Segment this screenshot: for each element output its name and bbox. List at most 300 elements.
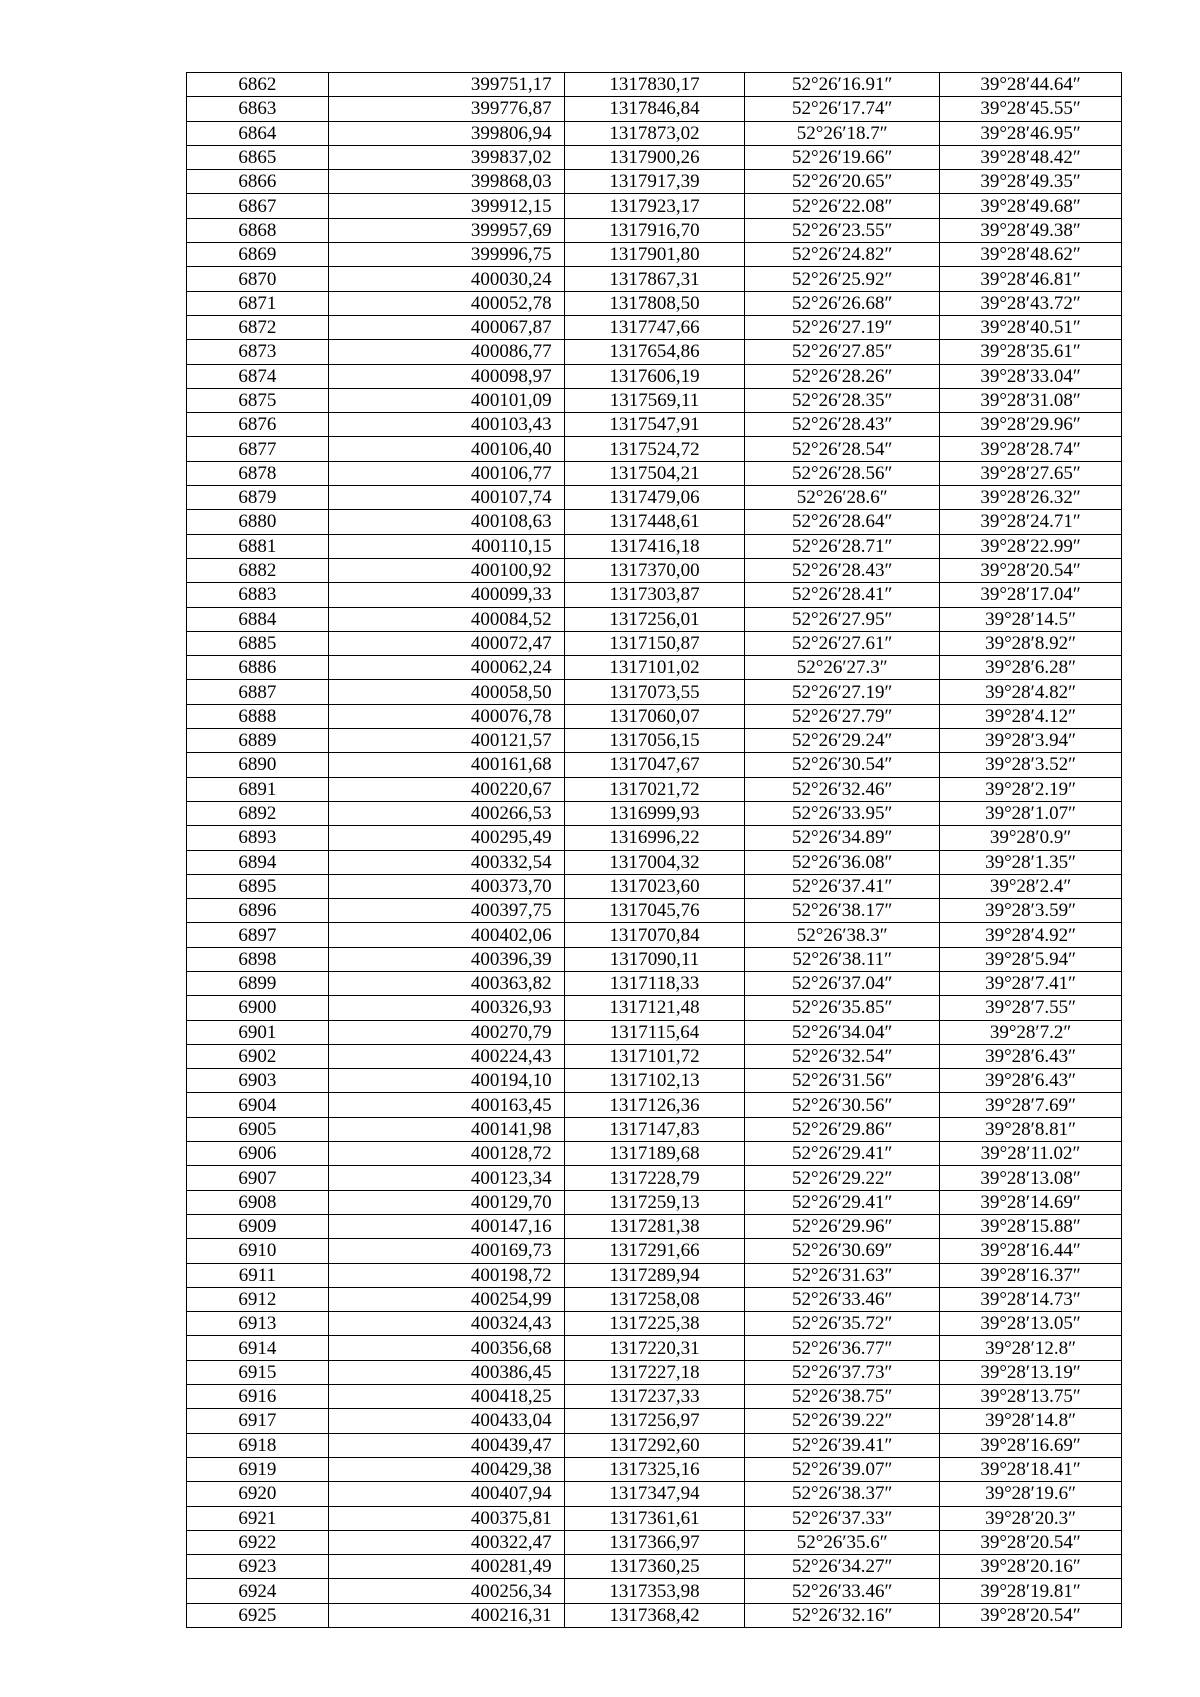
y-coordinate-cell: 1317228,79 — [564, 1166, 745, 1190]
longitude-cell: 39°28′4.82″ — [940, 680, 1122, 704]
y-coordinate-cell: 1317917,39 — [564, 170, 745, 194]
x-coordinate-cell: 400129,70 — [328, 1190, 564, 1214]
longitude-cell: 39°28′13.75″ — [940, 1385, 1122, 1409]
longitude-cell: 39°28′24.71″ — [940, 510, 1122, 534]
longitude-cell: 39°28′40.51″ — [940, 315, 1122, 339]
latitude-cell: 52°26′38.37″ — [745, 1482, 940, 1506]
table-row — [187, 583, 1122, 607]
point-number-cell: 6864 — [187, 121, 329, 145]
table-row — [187, 340, 1122, 364]
x-coordinate-cell: 400123,34 — [328, 1166, 564, 1190]
x-coordinate-cell: 400169,73 — [328, 1239, 564, 1263]
latitude-cell: 52°26′28.35″ — [745, 388, 940, 412]
x-coordinate-cell: 400407,94 — [328, 1482, 564, 1506]
table-row — [187, 1117, 1122, 1141]
x-coordinate-cell: 400363,82 — [328, 971, 564, 995]
y-coordinate-cell: 1317479,06 — [564, 486, 745, 510]
table-row — [187, 971, 1122, 995]
coordinates-table — [186, 72, 1122, 1628]
y-coordinate-cell: 1317347,94 — [564, 1482, 745, 1506]
point-number-cell: 6925 — [187, 1603, 329, 1627]
y-coordinate-cell: 1317448,61 — [564, 510, 745, 534]
table-row — [187, 1603, 1122, 1627]
longitude-cell: 39°28′14.73″ — [940, 1287, 1122, 1311]
x-coordinate-cell: 400147,16 — [328, 1214, 564, 1238]
latitude-cell: 52°26′28.41″ — [745, 583, 940, 607]
point-number-cell: 6888 — [187, 704, 329, 728]
table-row — [187, 777, 1122, 801]
point-number-cell: 6911 — [187, 1263, 329, 1287]
longitude-cell: 39°28′7.55″ — [940, 996, 1122, 1020]
point-number-cell: 6915 — [187, 1360, 329, 1384]
point-number-cell: 6909 — [187, 1214, 329, 1238]
point-number-cell: 6905 — [187, 1117, 329, 1141]
x-coordinate-cell: 400397,75 — [328, 899, 564, 923]
latitude-cell: 52°26′28.56″ — [745, 461, 940, 485]
latitude-cell: 52°26′27.3″ — [745, 656, 940, 680]
table-row — [187, 486, 1122, 510]
latitude-cell: 52°26′36.77″ — [745, 1336, 940, 1360]
y-coordinate-cell: 1317045,76 — [564, 899, 745, 923]
latitude-cell: 52°26′39.41″ — [745, 1433, 940, 1457]
longitude-cell: 39°28′7.2″ — [940, 1020, 1122, 1044]
point-number-cell: 6900 — [187, 996, 329, 1020]
table-row — [187, 315, 1122, 339]
table-row — [187, 1069, 1122, 1093]
latitude-cell: 52°26′24.82″ — [745, 243, 940, 267]
point-number-cell: 6889 — [187, 729, 329, 753]
longitude-cell: 39°28′2.4″ — [940, 874, 1122, 898]
y-coordinate-cell: 1317361,61 — [564, 1506, 745, 1530]
latitude-cell: 52°26′37.41″ — [745, 874, 940, 898]
latitude-cell: 52°26′27.19″ — [745, 680, 940, 704]
x-coordinate-cell: 400418,25 — [328, 1385, 564, 1409]
latitude-cell: 52°26′38.17″ — [745, 899, 940, 923]
longitude-cell: 39°28′20.54″ — [940, 1603, 1122, 1627]
point-number-cell: 6901 — [187, 1020, 329, 1044]
longitude-cell: 39°28′7.69″ — [940, 1093, 1122, 1117]
longitude-cell: 39°28′45.55″ — [940, 97, 1122, 121]
table-row — [187, 753, 1122, 777]
table-row — [187, 607, 1122, 631]
y-coordinate-cell: 1317090,11 — [564, 947, 745, 971]
longitude-cell: 39°28′8.81″ — [940, 1117, 1122, 1141]
longitude-cell: 39°28′8.92″ — [940, 631, 1122, 655]
point-number-cell: 6907 — [187, 1166, 329, 1190]
point-number-cell: 6916 — [187, 1385, 329, 1409]
latitude-cell: 52°26′29.86″ — [745, 1117, 940, 1141]
y-coordinate-cell: 1317023,60 — [564, 874, 745, 898]
table-row — [187, 1263, 1122, 1287]
longitude-cell: 39°28′28.74″ — [940, 437, 1122, 461]
latitude-cell: 52°26′29.41″ — [745, 1190, 940, 1214]
latitude-cell: 52°26′30.69″ — [745, 1239, 940, 1263]
y-coordinate-cell: 1317126,36 — [564, 1093, 745, 1117]
point-number-cell: 6906 — [187, 1142, 329, 1166]
y-coordinate-cell: 1317846,84 — [564, 97, 745, 121]
point-number-cell: 6865 — [187, 145, 329, 169]
x-coordinate-cell: 400356,68 — [328, 1336, 564, 1360]
latitude-cell: 52°26′33.46″ — [745, 1579, 940, 1603]
longitude-cell: 39°28′7.41″ — [940, 971, 1122, 995]
point-number-cell: 6890 — [187, 753, 329, 777]
latitude-cell: 52°26′20.65″ — [745, 170, 940, 194]
y-coordinate-cell: 1317258,08 — [564, 1287, 745, 1311]
table-row — [187, 850, 1122, 874]
y-coordinate-cell: 1317256,01 — [564, 607, 745, 631]
y-coordinate-cell: 1317259,13 — [564, 1190, 745, 1214]
y-coordinate-cell: 1317901,80 — [564, 243, 745, 267]
latitude-cell: 52°26′39.07″ — [745, 1457, 940, 1481]
x-coordinate-cell: 400163,45 — [328, 1093, 564, 1117]
longitude-cell: 39°28′29.96″ — [940, 413, 1122, 437]
latitude-cell: 52°26′34.89″ — [745, 826, 940, 850]
table-row — [187, 1360, 1122, 1384]
y-coordinate-cell: 1317830,17 — [564, 73, 745, 97]
table-row — [187, 1457, 1122, 1481]
point-number-cell: 6912 — [187, 1287, 329, 1311]
x-coordinate-cell: 400030,24 — [328, 267, 564, 291]
latitude-cell: 52°26′28.43″ — [745, 413, 940, 437]
point-number-cell: 6902 — [187, 1044, 329, 1068]
y-coordinate-cell: 1317101,72 — [564, 1044, 745, 1068]
point-number-cell: 6898 — [187, 947, 329, 971]
latitude-cell: 52°26′35.72″ — [745, 1312, 940, 1336]
latitude-cell: 52°26′38.11″ — [745, 947, 940, 971]
table-row — [187, 996, 1122, 1020]
latitude-cell: 52°26′27.79″ — [745, 704, 940, 728]
longitude-cell: 39°28′20.3″ — [940, 1506, 1122, 1530]
latitude-cell: 52°26′28.43″ — [745, 558, 940, 582]
table-row — [187, 388, 1122, 412]
longitude-cell: 39°28′14.69″ — [940, 1190, 1122, 1214]
latitude-cell: 52°26′28.54″ — [745, 437, 940, 461]
point-number-cell: 6908 — [187, 1190, 329, 1214]
x-coordinate-cell: 399996,75 — [328, 243, 564, 267]
longitude-cell: 39°28′20.16″ — [940, 1555, 1122, 1579]
longitude-cell: 39°28′22.99″ — [940, 534, 1122, 558]
point-number-cell: 6873 — [187, 340, 329, 364]
x-coordinate-cell: 400076,78 — [328, 704, 564, 728]
longitude-cell: 39°28′43.72″ — [940, 291, 1122, 315]
table-row — [187, 1385, 1122, 1409]
longitude-cell: 39°28′6.43″ — [940, 1069, 1122, 1093]
table-row — [187, 1190, 1122, 1214]
table-row — [187, 1482, 1122, 1506]
table-row — [187, 1312, 1122, 1336]
y-coordinate-cell: 1317056,15 — [564, 729, 745, 753]
longitude-cell: 39°28′11.02″ — [940, 1142, 1122, 1166]
y-coordinate-cell: 1317189,68 — [564, 1142, 745, 1166]
x-coordinate-cell: 400270,79 — [328, 1020, 564, 1044]
latitude-cell: 52°26′25.92″ — [745, 267, 940, 291]
x-coordinate-cell: 400099,33 — [328, 583, 564, 607]
table-row — [187, 801, 1122, 825]
point-number-cell: 6875 — [187, 388, 329, 412]
longitude-cell: 39°28′6.43″ — [940, 1044, 1122, 1068]
x-coordinate-cell: 400128,72 — [328, 1142, 564, 1166]
x-coordinate-cell: 400107,74 — [328, 486, 564, 510]
y-coordinate-cell: 1317416,18 — [564, 534, 745, 558]
x-coordinate-cell: 400121,57 — [328, 729, 564, 753]
y-coordinate-cell: 1317004,32 — [564, 850, 745, 874]
latitude-cell: 52°26′28.26″ — [745, 364, 940, 388]
latitude-cell: 52°26′26.68″ — [745, 291, 940, 315]
table-row — [187, 899, 1122, 923]
table-row — [187, 1336, 1122, 1360]
longitude-cell: 39°28′27.65″ — [940, 461, 1122, 485]
point-number-cell: 6910 — [187, 1239, 329, 1263]
table-row — [187, 267, 1122, 291]
longitude-cell: 39°28′20.54″ — [940, 558, 1122, 582]
point-number-cell: 6917 — [187, 1409, 329, 1433]
y-coordinate-cell: 1317047,67 — [564, 753, 745, 777]
longitude-cell: 39°28′14.8″ — [940, 1409, 1122, 1433]
x-coordinate-cell: 399957,69 — [328, 218, 564, 242]
point-number-cell: 6878 — [187, 461, 329, 485]
latitude-cell: 52°26′27.95″ — [745, 607, 940, 631]
x-coordinate-cell: 399776,87 — [328, 97, 564, 121]
x-coordinate-cell: 400373,70 — [328, 874, 564, 898]
x-coordinate-cell: 400108,63 — [328, 510, 564, 534]
y-coordinate-cell: 1317606,19 — [564, 364, 745, 388]
y-coordinate-cell: 1317366,97 — [564, 1530, 745, 1554]
x-coordinate-cell: 400375,81 — [328, 1506, 564, 1530]
y-coordinate-cell: 1317227,18 — [564, 1360, 745, 1384]
longitude-cell: 39°28′16.44″ — [940, 1239, 1122, 1263]
longitude-cell: 39°28′20.54″ — [940, 1530, 1122, 1554]
point-number-cell: 6892 — [187, 801, 329, 825]
longitude-cell: 39°28′19.6″ — [940, 1482, 1122, 1506]
latitude-cell: 52°26′28.6″ — [745, 486, 940, 510]
latitude-cell: 52°26′39.22″ — [745, 1409, 940, 1433]
y-coordinate-cell: 1317747,66 — [564, 315, 745, 339]
y-coordinate-cell: 1317291,66 — [564, 1239, 745, 1263]
x-coordinate-cell: 399912,15 — [328, 194, 564, 218]
table-row — [187, 1555, 1122, 1579]
table-row — [187, 631, 1122, 655]
longitude-cell: 39°28′4.92″ — [940, 923, 1122, 947]
x-coordinate-cell: 400098,97 — [328, 364, 564, 388]
x-coordinate-cell: 400396,39 — [328, 947, 564, 971]
point-number-cell: 6894 — [187, 850, 329, 874]
point-number-cell: 6881 — [187, 534, 329, 558]
y-coordinate-cell: 1316996,22 — [564, 826, 745, 850]
x-coordinate-cell: 400101,09 — [328, 388, 564, 412]
y-coordinate-cell: 1317021,72 — [564, 777, 745, 801]
latitude-cell: 52°26′37.04″ — [745, 971, 940, 995]
point-number-cell: 6872 — [187, 315, 329, 339]
point-number-cell: 6893 — [187, 826, 329, 850]
y-coordinate-cell: 1316999,93 — [564, 801, 745, 825]
latitude-cell: 52°26′28.64″ — [745, 510, 940, 534]
x-coordinate-cell: 400324,43 — [328, 1312, 564, 1336]
latitude-cell: 52°26′33.95″ — [745, 801, 940, 825]
x-coordinate-cell: 400332,54 — [328, 850, 564, 874]
longitude-cell: 39°28′16.37″ — [940, 1263, 1122, 1287]
latitude-cell: 52°26′27.61″ — [745, 631, 940, 655]
latitude-cell: 52°26′32.16″ — [745, 1603, 940, 1627]
x-coordinate-cell: 400220,67 — [328, 777, 564, 801]
table-row — [187, 1239, 1122, 1263]
point-number-cell: 6895 — [187, 874, 329, 898]
point-number-cell: 6869 — [187, 243, 329, 267]
latitude-cell: 52°26′36.08″ — [745, 850, 940, 874]
x-coordinate-cell: 400386,45 — [328, 1360, 564, 1384]
table-row — [187, 510, 1122, 534]
point-number-cell: 6871 — [187, 291, 329, 315]
x-coordinate-cell: 400295,49 — [328, 826, 564, 850]
point-number-cell: 6876 — [187, 413, 329, 437]
table-row — [187, 1530, 1122, 1554]
latitude-cell: 52°26′27.19″ — [745, 315, 940, 339]
point-number-cell: 6920 — [187, 1482, 329, 1506]
point-number-cell: 6879 — [187, 486, 329, 510]
latitude-cell: 52°26′29.41″ — [745, 1142, 940, 1166]
point-number-cell: 6866 — [187, 170, 329, 194]
table-row — [187, 1409, 1122, 1433]
latitude-cell: 52°26′17.74″ — [745, 97, 940, 121]
longitude-cell: 39°28′49.38″ — [940, 218, 1122, 242]
x-coordinate-cell: 400281,49 — [328, 1555, 564, 1579]
longitude-cell: 39°28′15.88″ — [940, 1214, 1122, 1238]
x-coordinate-cell: 400322,47 — [328, 1530, 564, 1554]
y-coordinate-cell: 1317873,02 — [564, 121, 745, 145]
longitude-cell: 39°28′0.9″ — [940, 826, 1122, 850]
x-coordinate-cell: 400058,50 — [328, 680, 564, 704]
table-row — [187, 1020, 1122, 1044]
x-coordinate-cell: 400062,24 — [328, 656, 564, 680]
table-row — [187, 461, 1122, 485]
y-coordinate-cell: 1317360,25 — [564, 1555, 745, 1579]
y-coordinate-cell: 1317060,07 — [564, 704, 745, 728]
x-coordinate-cell: 399751,17 — [328, 73, 564, 97]
y-coordinate-cell: 1317325,16 — [564, 1457, 745, 1481]
point-number-cell: 6882 — [187, 558, 329, 582]
x-coordinate-cell: 400216,31 — [328, 1603, 564, 1627]
table-row — [187, 923, 1122, 947]
longitude-cell: 39°28′19.81″ — [940, 1579, 1122, 1603]
x-coordinate-cell: 400161,68 — [328, 753, 564, 777]
table-row — [187, 1579, 1122, 1603]
y-coordinate-cell: 1317115,64 — [564, 1020, 745, 1044]
latitude-cell: 52°26′38.75″ — [745, 1385, 940, 1409]
latitude-cell: 52°26′37.33″ — [745, 1506, 940, 1530]
y-coordinate-cell: 1317121,48 — [564, 996, 745, 1020]
latitude-cell: 52°26′27.85″ — [745, 340, 940, 364]
point-number-cell: 6868 — [187, 218, 329, 242]
point-number-cell: 6880 — [187, 510, 329, 534]
table-row — [187, 534, 1122, 558]
point-number-cell: 6899 — [187, 971, 329, 995]
table-row — [187, 1166, 1122, 1190]
table-row — [187, 558, 1122, 582]
x-coordinate-cell: 400084,52 — [328, 607, 564, 631]
longitude-cell: 39°28′1.35″ — [940, 850, 1122, 874]
point-number-cell: 6914 — [187, 1336, 329, 1360]
table-row — [187, 73, 1122, 97]
x-coordinate-cell: 400326,93 — [328, 996, 564, 1020]
latitude-cell: 52°26′18.7″ — [745, 121, 940, 145]
latitude-cell: 52°26′19.66″ — [745, 145, 940, 169]
point-number-cell: 6867 — [187, 194, 329, 218]
longitude-cell: 39°28′31.08″ — [940, 388, 1122, 412]
y-coordinate-cell: 1317073,55 — [564, 680, 745, 704]
y-coordinate-cell: 1317101,02 — [564, 656, 745, 680]
y-coordinate-cell: 1317289,94 — [564, 1263, 745, 1287]
latitude-cell: 52°26′29.24″ — [745, 729, 940, 753]
table-row — [187, 656, 1122, 680]
table-row — [187, 194, 1122, 218]
y-coordinate-cell: 1317547,91 — [564, 413, 745, 437]
y-coordinate-cell: 1317118,33 — [564, 971, 745, 995]
point-number-cell: 6885 — [187, 631, 329, 655]
point-number-cell: 6891 — [187, 777, 329, 801]
y-coordinate-cell: 1317225,38 — [564, 1312, 745, 1336]
longitude-cell: 39°28′26.32″ — [940, 486, 1122, 510]
point-number-cell: 6874 — [187, 364, 329, 388]
point-number-cell: 6883 — [187, 583, 329, 607]
x-coordinate-cell: 399837,02 — [328, 145, 564, 169]
latitude-cell: 52°26′34.27″ — [745, 1555, 940, 1579]
table-row — [187, 1214, 1122, 1238]
latitude-cell: 52°26′30.56″ — [745, 1093, 940, 1117]
x-coordinate-cell: 400439,47 — [328, 1433, 564, 1457]
y-coordinate-cell: 1317303,87 — [564, 583, 745, 607]
point-number-cell: 6897 — [187, 923, 329, 947]
x-coordinate-cell: 400194,10 — [328, 1069, 564, 1093]
table-row — [187, 291, 1122, 315]
longitude-cell: 39°28′46.95″ — [940, 121, 1122, 145]
longitude-cell: 39°28′3.52″ — [940, 753, 1122, 777]
point-number-cell: 6913 — [187, 1312, 329, 1336]
point-number-cell: 6877 — [187, 437, 329, 461]
y-coordinate-cell: 1317368,42 — [564, 1603, 745, 1627]
y-coordinate-cell: 1317220,31 — [564, 1336, 745, 1360]
latitude-cell: 52°26′32.54″ — [745, 1044, 940, 1068]
x-coordinate-cell: 400141,98 — [328, 1117, 564, 1141]
x-coordinate-cell: 400433,04 — [328, 1409, 564, 1433]
latitude-cell: 52°26′37.73″ — [745, 1360, 940, 1384]
y-coordinate-cell: 1317237,33 — [564, 1385, 745, 1409]
y-coordinate-cell: 1317256,97 — [564, 1409, 745, 1433]
longitude-cell: 39°28′49.68″ — [940, 194, 1122, 218]
point-number-cell: 6918 — [187, 1433, 329, 1457]
table-row — [187, 145, 1122, 169]
longitude-cell: 39°28′4.12″ — [940, 704, 1122, 728]
table-row — [187, 1044, 1122, 1068]
y-coordinate-cell: 1317292,60 — [564, 1433, 745, 1457]
x-coordinate-cell: 400266,53 — [328, 801, 564, 825]
longitude-cell: 39°28′49.35″ — [940, 170, 1122, 194]
longitude-cell: 39°28′35.61″ — [940, 340, 1122, 364]
table-row — [187, 729, 1122, 753]
longitude-cell: 39°28′33.04″ — [940, 364, 1122, 388]
point-number-cell: 6922 — [187, 1530, 329, 1554]
table-row — [187, 704, 1122, 728]
y-coordinate-cell: 1317867,31 — [564, 267, 745, 291]
table-row — [187, 1287, 1122, 1311]
x-coordinate-cell: 400067,87 — [328, 315, 564, 339]
point-number-cell: 6884 — [187, 607, 329, 631]
y-coordinate-cell: 1317353,98 — [564, 1579, 745, 1603]
y-coordinate-cell: 1317281,38 — [564, 1214, 745, 1238]
x-coordinate-cell: 400072,47 — [328, 631, 564, 655]
latitude-cell: 52°26′30.54″ — [745, 753, 940, 777]
y-coordinate-cell: 1317150,87 — [564, 631, 745, 655]
point-number-cell: 6896 — [187, 899, 329, 923]
x-coordinate-cell: 399868,03 — [328, 170, 564, 194]
